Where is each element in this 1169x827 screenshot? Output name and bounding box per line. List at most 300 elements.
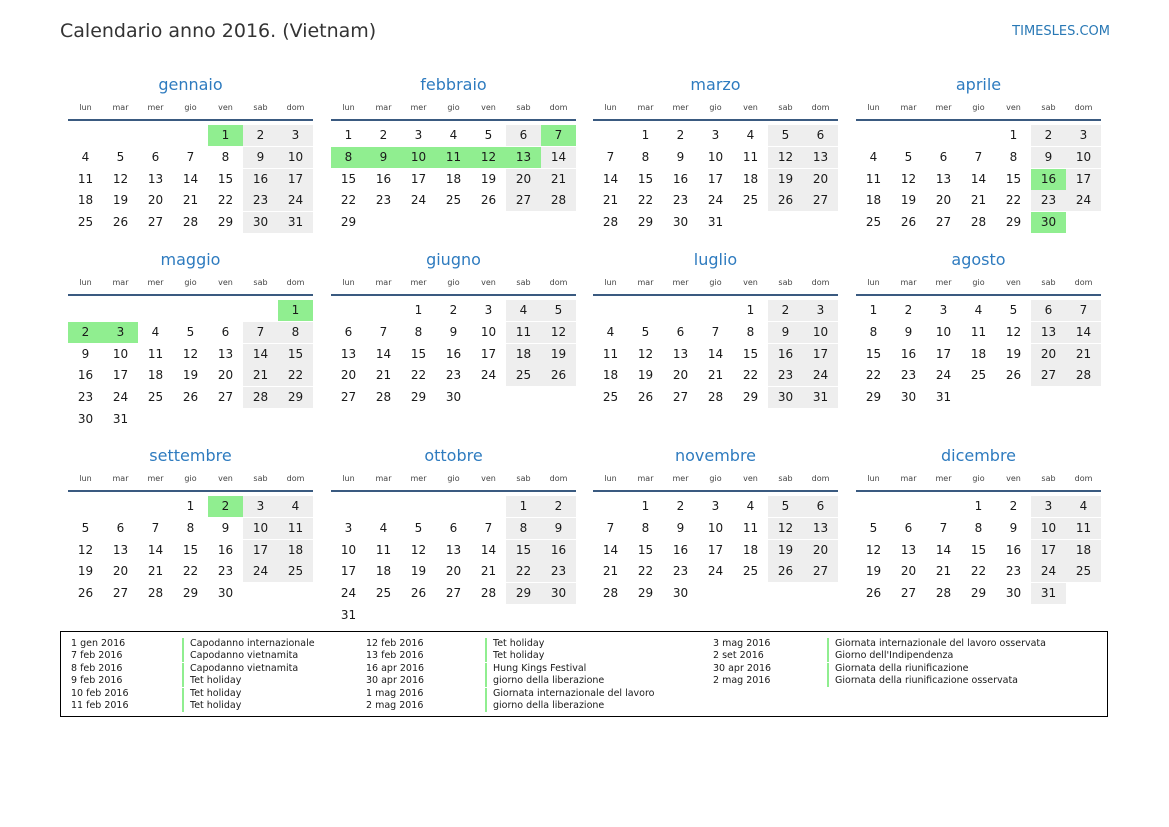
day-cell: 23 bbox=[1031, 190, 1066, 211]
day-cell: 16 bbox=[900, 346, 917, 361]
weekday-lun: lun bbox=[604, 474, 617, 483]
day-cell: 28 bbox=[1066, 365, 1101, 386]
holiday-day-cell: 10 bbox=[401, 147, 436, 168]
day-cell: 31 bbox=[278, 212, 313, 233]
day-cell: 6 bbox=[116, 520, 125, 535]
day-cell: 14 bbox=[602, 171, 619, 186]
day-cell: 3 bbox=[711, 128, 720, 142]
day-cell: 9 bbox=[904, 324, 913, 339]
day-cell: 2 bbox=[1009, 499, 1018, 513]
month-title: maggio bbox=[160, 250, 221, 269]
weekday-lun: lun bbox=[867, 103, 880, 112]
day-cell: 27 bbox=[803, 561, 838, 582]
day-cell: 25 bbox=[77, 215, 94, 230]
weekday-dom: dom bbox=[1074, 278, 1093, 287]
day-cell: 9 bbox=[676, 520, 685, 535]
day-cell: 7 bbox=[711, 324, 720, 339]
day-cell: 29 bbox=[278, 387, 313, 408]
month-novembre bbox=[593, 446, 838, 626]
weekday-lun: lun bbox=[342, 103, 355, 112]
day-cell: 17 bbox=[707, 542, 724, 557]
weekday-ven: ven bbox=[218, 103, 233, 112]
holiday-legend bbox=[60, 631, 1108, 717]
day-cell: 20 bbox=[445, 564, 462, 579]
day-cell: 14 bbox=[480, 542, 497, 557]
legend-holiday-name: giorno della liberazione bbox=[485, 700, 604, 712]
day-cell: 22 bbox=[742, 368, 759, 383]
day-cell: 24 bbox=[935, 368, 952, 383]
weekday-gio: gio bbox=[972, 474, 985, 483]
weekday-mar: mar bbox=[637, 474, 654, 483]
day-cell: 29 bbox=[865, 390, 882, 405]
month-giugno bbox=[331, 250, 576, 430]
day-grid bbox=[593, 296, 838, 428]
day-cell: 1 bbox=[506, 496, 541, 517]
day-cell: 15 bbox=[278, 344, 313, 365]
day-cell: 28 bbox=[541, 190, 576, 211]
day-cell: 18 bbox=[445, 171, 462, 186]
day-cell: 17 bbox=[112, 368, 129, 383]
day-cell: 16 bbox=[541, 540, 576, 561]
day-cell: 5 bbox=[1009, 303, 1018, 317]
day-cell: 26 bbox=[768, 561, 803, 582]
day-cell: 14 bbox=[707, 346, 724, 361]
day-cell: 27 bbox=[935, 215, 952, 230]
day-cell: 28 bbox=[480, 586, 497, 601]
weekday-ven: ven bbox=[1006, 474, 1021, 483]
weekday-lun: lun bbox=[342, 474, 355, 483]
day-cell: 18 bbox=[375, 564, 392, 579]
day-cell: 7 bbox=[1066, 300, 1101, 321]
legend-date: 2 mag 2016 bbox=[713, 675, 771, 687]
holiday-day-cell: 2 bbox=[208, 496, 243, 517]
day-cell: 4 bbox=[746, 499, 755, 513]
legend-date: 16 apr 2016 bbox=[366, 662, 425, 674]
day-cell: 30 bbox=[672, 586, 689, 601]
day-cell: 4 bbox=[151, 324, 160, 339]
holiday-day-cell: 11 bbox=[436, 147, 471, 168]
day-cell: 11 bbox=[970, 324, 987, 339]
day-cell: 9 bbox=[541, 518, 576, 539]
day-cell: 29 bbox=[1005, 215, 1022, 230]
weekday-mer: mer bbox=[410, 278, 427, 287]
day-cell: 21 bbox=[970, 193, 987, 208]
day-cell: 11 bbox=[278, 518, 313, 539]
weekday-dom: dom bbox=[1074, 103, 1093, 112]
day-cell: 20 bbox=[506, 169, 541, 190]
day-cell: 10 bbox=[1031, 518, 1066, 539]
weekday-header bbox=[331, 103, 576, 117]
weekday-lun: lun bbox=[79, 474, 92, 483]
day-cell: 22 bbox=[182, 564, 199, 579]
day-cell: 31 bbox=[340, 608, 357, 622]
weekday-mer: mer bbox=[935, 103, 952, 112]
day-cell: 30 bbox=[445, 390, 462, 405]
day-cell: 8 bbox=[641, 149, 650, 164]
page-title: Calendario anno 2016. (Vietnam) bbox=[60, 20, 377, 42]
day-cell: 19 bbox=[900, 193, 917, 208]
legend-date: 11 feb 2016 bbox=[71, 700, 129, 711]
weekday-mar: mar bbox=[375, 474, 392, 483]
day-cell: 11 bbox=[506, 322, 541, 343]
month-gennaio bbox=[68, 75, 313, 255]
day-cell: 5 bbox=[414, 520, 423, 535]
month-title: febbraio bbox=[420, 75, 487, 94]
day-cell: 22 bbox=[970, 564, 987, 579]
day-cell: 10 bbox=[112, 346, 129, 361]
day-cell: 6 bbox=[676, 324, 685, 339]
day-cell: 25 bbox=[375, 586, 392, 601]
legend-date: 3 mag 2016 bbox=[713, 638, 771, 649]
day-cell: 26 bbox=[77, 586, 94, 601]
day-cell: 21 bbox=[707, 368, 724, 383]
day-cell: 8 bbox=[278, 322, 313, 343]
month-title: settembre bbox=[149, 446, 232, 465]
day-cell: 23 bbox=[900, 368, 917, 383]
weekday-mar: mar bbox=[900, 278, 917, 287]
day-cell: 23 bbox=[445, 368, 462, 383]
day-cell: 5 bbox=[904, 149, 913, 164]
day-cell: 4 bbox=[449, 128, 458, 142]
weekday-lun: lun bbox=[342, 278, 355, 287]
month-title: aprile bbox=[955, 75, 1002, 94]
day-cell: 16 bbox=[217, 542, 234, 557]
day-cell: 8 bbox=[221, 149, 230, 164]
day-cell: 12 bbox=[112, 171, 129, 186]
day-cell: 14 bbox=[935, 542, 952, 557]
day-cell: 11 bbox=[1066, 518, 1101, 539]
day-cell: 5 bbox=[541, 300, 576, 321]
weekday-gio: gio bbox=[447, 103, 460, 112]
day-cell: 7 bbox=[484, 520, 493, 535]
day-cell: 10 bbox=[480, 324, 497, 339]
day-cell: 20 bbox=[217, 368, 234, 383]
month-aprile bbox=[856, 75, 1101, 255]
day-cell: 2 bbox=[768, 300, 803, 321]
day-cell: 10 bbox=[935, 324, 952, 339]
day-cell: 29 bbox=[340, 215, 357, 230]
day-cell: 17 bbox=[243, 540, 278, 561]
day-cell: 10 bbox=[340, 542, 357, 557]
day-cell: 15 bbox=[182, 542, 199, 557]
day-cell: 31 bbox=[707, 215, 724, 230]
holiday-day-cell: 2 bbox=[68, 322, 103, 343]
day-cell: 7 bbox=[606, 149, 615, 164]
day-cell: 7 bbox=[151, 520, 160, 535]
day-cell: 21 bbox=[602, 564, 619, 579]
weekday-header bbox=[856, 474, 1101, 488]
month-title: ottobre bbox=[424, 446, 483, 465]
weekday-ven: ven bbox=[743, 474, 758, 483]
weekday-ven: ven bbox=[481, 278, 496, 287]
day-cell: 21 bbox=[602, 193, 619, 208]
weekday-lun: lun bbox=[867, 474, 880, 483]
month-title: agosto bbox=[951, 250, 1006, 269]
weekday-ven: ven bbox=[218, 278, 233, 287]
day-grid bbox=[856, 296, 1101, 428]
weekday-gio: gio bbox=[709, 278, 722, 287]
day-cell: 18 bbox=[742, 171, 759, 186]
site-link[interactable]: TIMESLES.COM bbox=[1012, 24, 1110, 39]
weekday-ven: ven bbox=[743, 103, 758, 112]
day-cell: 4 bbox=[606, 324, 615, 339]
day-cell: 4 bbox=[974, 303, 983, 317]
month-title: novembre bbox=[674, 446, 757, 465]
day-cell: 13 bbox=[1031, 322, 1066, 343]
day-cell: 23 bbox=[768, 365, 803, 386]
day-cell: 25 bbox=[742, 564, 759, 579]
day-cell: 17 bbox=[803, 344, 838, 365]
day-cell: 16 bbox=[672, 542, 689, 557]
holiday-day-cell: 8 bbox=[331, 147, 366, 168]
day-cell: 21 bbox=[243, 365, 278, 386]
day-cell: 5 bbox=[186, 324, 195, 339]
legend-date: 13 feb 2016 bbox=[366, 650, 424, 662]
day-cell: 20 bbox=[900, 564, 917, 579]
day-cell: 1 bbox=[414, 303, 423, 317]
day-cell: 28 bbox=[147, 586, 164, 601]
day-cell: 29 bbox=[742, 390, 759, 405]
legend-date: 9 feb 2016 bbox=[71, 675, 123, 687]
day-cell: 8 bbox=[414, 324, 423, 339]
weekday-mer: mer bbox=[672, 474, 689, 483]
day-cell: 4 bbox=[506, 300, 541, 321]
day-cell: 12 bbox=[77, 542, 94, 557]
day-cell: 30 bbox=[900, 390, 917, 405]
day-cell: 4 bbox=[278, 496, 313, 517]
weekday-gio: gio bbox=[447, 278, 460, 287]
day-cell: 24 bbox=[278, 190, 313, 211]
weekday-gio: gio bbox=[709, 103, 722, 112]
weekday-sab: sab bbox=[1041, 103, 1056, 112]
day-cell: 25 bbox=[742, 193, 759, 208]
day-cell: 28 bbox=[707, 390, 724, 405]
day-cell: 29 bbox=[970, 586, 987, 601]
day-cell: 20 bbox=[935, 193, 952, 208]
day-cell: 22 bbox=[865, 368, 882, 383]
day-cell: 26 bbox=[637, 390, 654, 405]
day-cell: 5 bbox=[768, 125, 803, 146]
weekday-sab: sab bbox=[1041, 278, 1056, 287]
day-cell: 14 bbox=[1066, 322, 1101, 343]
month-maggio bbox=[68, 250, 313, 430]
weekday-mar: mar bbox=[900, 474, 917, 483]
day-cell: 24 bbox=[340, 586, 357, 601]
weekday-mer: mer bbox=[147, 103, 164, 112]
weekday-dom: dom bbox=[286, 103, 305, 112]
day-cell: 18 bbox=[506, 344, 541, 365]
day-cell: 8 bbox=[746, 324, 755, 339]
weekday-lun: lun bbox=[604, 278, 617, 287]
day-cell: 4 bbox=[81, 149, 90, 164]
day-grid bbox=[68, 121, 313, 253]
weekday-mer: mer bbox=[672, 103, 689, 112]
weekday-ven: ven bbox=[218, 474, 233, 483]
month-title: dicembre bbox=[940, 446, 1017, 465]
day-cell: 16 bbox=[445, 346, 462, 361]
day-cell: 27 bbox=[506, 190, 541, 211]
weekday-dom: dom bbox=[549, 103, 568, 112]
holiday-day-cell: 9 bbox=[366, 147, 401, 168]
day-cell: 30 bbox=[541, 583, 576, 604]
day-cell: 10 bbox=[707, 520, 724, 535]
month-agosto bbox=[856, 250, 1101, 430]
day-cell: 5 bbox=[81, 520, 90, 535]
day-cell: 29 bbox=[410, 390, 427, 405]
legend-holiday-name: Giornata internazionale del lavoro osservata bbox=[827, 638, 1046, 650]
legend-holiday-name: Hung Kings Festival bbox=[485, 663, 586, 675]
day-cell: 17 bbox=[935, 346, 952, 361]
day-cell: 26 bbox=[182, 390, 199, 405]
day-cell: 26 bbox=[1005, 368, 1022, 383]
day-cell: 10 bbox=[1066, 147, 1101, 168]
weekday-header bbox=[593, 278, 838, 292]
day-cell: 3 bbox=[484, 303, 493, 317]
day-cell: 7 bbox=[939, 520, 948, 535]
day-cell: 25 bbox=[278, 561, 313, 582]
weekday-sab: sab bbox=[778, 278, 793, 287]
day-cell: 19 bbox=[410, 564, 427, 579]
day-cell: 30 bbox=[672, 215, 689, 230]
day-cell: 30 bbox=[768, 387, 803, 408]
weekday-sab: sab bbox=[778, 474, 793, 483]
day-cell: 9 bbox=[1031, 147, 1066, 168]
month-settembre bbox=[68, 446, 313, 626]
day-cell: 6 bbox=[506, 125, 541, 146]
day-cell: 23 bbox=[375, 193, 392, 208]
month-ottobre bbox=[331, 446, 576, 626]
day-cell: 13 bbox=[147, 171, 164, 186]
day-cell: 24 bbox=[243, 561, 278, 582]
day-cell: 20 bbox=[147, 193, 164, 208]
legend-date: 30 apr 2016 bbox=[713, 662, 772, 674]
day-cell: 22 bbox=[506, 561, 541, 582]
day-cell: 6 bbox=[939, 149, 948, 164]
legend-holiday-name: Tet holiday bbox=[182, 675, 241, 687]
day-cell: 12 bbox=[637, 346, 654, 361]
day-cell: 11 bbox=[865, 171, 882, 186]
day-cell: 29 bbox=[506, 583, 541, 604]
weekday-gio: gio bbox=[972, 103, 985, 112]
day-cell: 15 bbox=[217, 171, 234, 186]
day-cell: 15 bbox=[410, 346, 427, 361]
day-cell: 31 bbox=[803, 387, 838, 408]
day-cell: 10 bbox=[243, 518, 278, 539]
day-cell: 2 bbox=[379, 128, 388, 142]
weekday-header bbox=[593, 474, 838, 488]
day-cell: 12 bbox=[410, 542, 427, 557]
day-cell: 22 bbox=[637, 564, 654, 579]
weekday-ven: ven bbox=[481, 103, 496, 112]
day-cell: 27 bbox=[445, 586, 462, 601]
day-cell: 9 bbox=[676, 149, 685, 164]
month-title: luglio bbox=[693, 250, 738, 269]
day-cell: 14 bbox=[541, 147, 576, 168]
day-cell: 28 bbox=[935, 586, 952, 601]
weekday-lun: lun bbox=[604, 103, 617, 112]
day-cell: 14 bbox=[147, 542, 164, 557]
day-cell: 26 bbox=[480, 193, 497, 208]
weekday-dom: dom bbox=[286, 474, 305, 483]
day-cell: 2 bbox=[676, 499, 685, 513]
day-cell: 15 bbox=[1005, 171, 1022, 186]
weekday-mar: mar bbox=[375, 278, 392, 287]
day-cell: 2 bbox=[1031, 125, 1066, 146]
weekday-header bbox=[68, 278, 313, 292]
holiday-day-cell: 30 bbox=[1031, 212, 1066, 233]
day-cell: 27 bbox=[1031, 365, 1066, 386]
legend-date: 8 feb 2016 bbox=[71, 662, 123, 674]
day-cell: 6 bbox=[904, 520, 913, 535]
day-cell: 13 bbox=[935, 171, 952, 186]
day-grid bbox=[331, 492, 576, 624]
day-cell: 24 bbox=[480, 368, 497, 383]
day-cell: 16 bbox=[243, 169, 278, 190]
month-marzo bbox=[593, 75, 838, 255]
legend-holiday-name: Giornata internazionale del lavoro bbox=[485, 688, 655, 700]
day-cell: 12 bbox=[182, 346, 199, 361]
day-cell: 24 bbox=[707, 193, 724, 208]
day-cell: 14 bbox=[375, 346, 392, 361]
day-cell: 3 bbox=[278, 125, 313, 146]
day-cell: 22 bbox=[278, 365, 313, 386]
day-cell: 8 bbox=[506, 518, 541, 539]
day-cell: 8 bbox=[869, 324, 878, 339]
day-cell: 24 bbox=[112, 390, 129, 405]
day-cell: 12 bbox=[768, 147, 803, 168]
day-cell: 4 bbox=[379, 520, 388, 535]
weekday-mer: mer bbox=[410, 103, 427, 112]
day-grid bbox=[593, 492, 838, 624]
day-cell: 12 bbox=[541, 322, 576, 343]
weekday-mar: mar bbox=[637, 278, 654, 287]
day-cell: 6 bbox=[803, 496, 838, 517]
weekday-mer: mer bbox=[672, 278, 689, 287]
weekday-header bbox=[68, 103, 313, 117]
legend-holiday-name: Tet holiday bbox=[182, 688, 241, 700]
day-cell: 1 bbox=[974, 499, 983, 513]
day-cell: 11 bbox=[602, 346, 619, 361]
legend-date: 2 set 2016 bbox=[713, 650, 764, 662]
day-cell: 9 bbox=[449, 324, 458, 339]
day-cell: 25 bbox=[506, 365, 541, 386]
day-cell: 8 bbox=[641, 520, 650, 535]
legend-holiday-name: Giornata della riunificazione osservata bbox=[827, 675, 1018, 687]
weekday-gio: gio bbox=[972, 278, 985, 287]
day-cell: 21 bbox=[480, 564, 497, 579]
day-cell: 23 bbox=[672, 193, 689, 208]
weekday-header bbox=[856, 278, 1101, 292]
legend-holiday-name: Giornata della riunificazione bbox=[827, 663, 969, 675]
day-cell: 17 bbox=[410, 171, 427, 186]
weekday-header bbox=[331, 278, 576, 292]
day-cell: 4 bbox=[746, 128, 755, 142]
day-cell: 13 bbox=[803, 147, 838, 168]
day-cell: 7 bbox=[243, 322, 278, 343]
day-cell: 25 bbox=[865, 215, 882, 230]
day-cell: 6 bbox=[449, 520, 458, 535]
day-cell: 20 bbox=[803, 540, 838, 561]
day-cell: 9 bbox=[768, 322, 803, 343]
day-cell: 23 bbox=[541, 561, 576, 582]
day-cell: 30 bbox=[243, 212, 278, 233]
day-cell: 14 bbox=[602, 542, 619, 557]
day-cell: 15 bbox=[637, 542, 654, 557]
weekday-mer: mer bbox=[935, 474, 952, 483]
month-title: giugno bbox=[426, 250, 481, 269]
day-cell: 30 bbox=[1005, 586, 1022, 601]
month-title: marzo bbox=[690, 75, 741, 94]
